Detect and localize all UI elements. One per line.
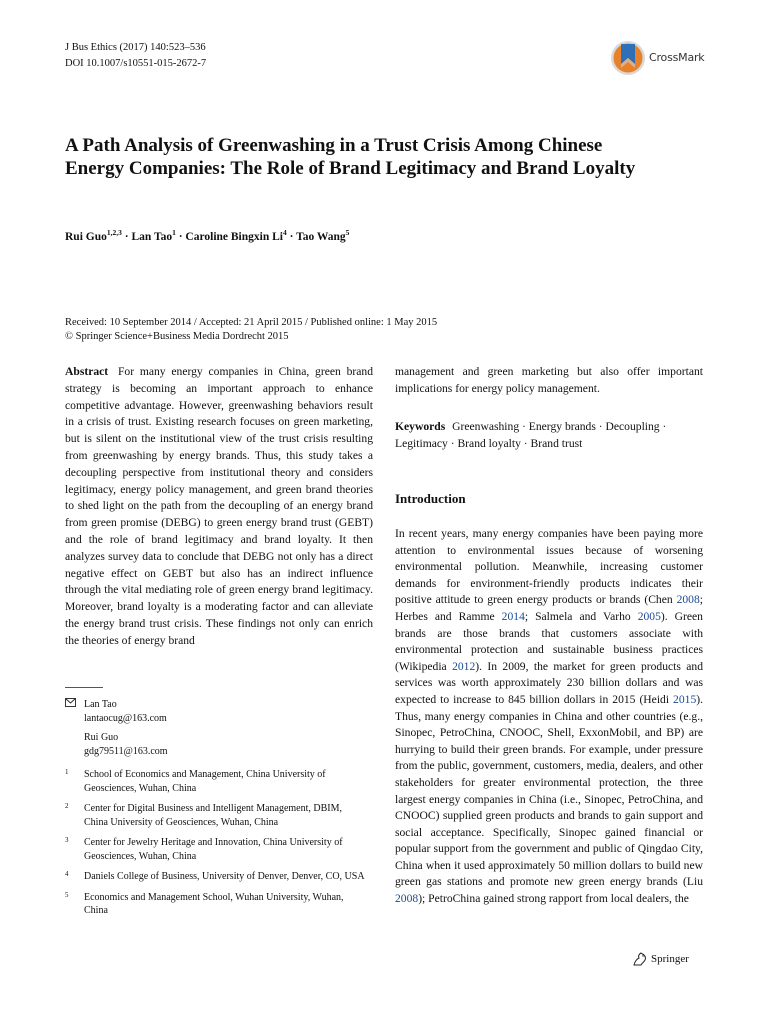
keywords-list: Greenwashing · Energy brands · Decoupling · Legitimacy · Brand loyalty · Brand trust [395, 420, 667, 450]
journal-meta [65, 40, 206, 71]
author-name[interactable]: Tao Wang [296, 230, 346, 243]
publisher-logo [632, 952, 689, 966]
citation-link[interactable]: 2012 [452, 659, 476, 673]
author-name[interactable]: Lan Tao [131, 230, 173, 243]
affiliation-number: 4 [65, 870, 69, 878]
correspondent-name: Rui Guo [84, 732, 119, 743]
citation-link[interactable]: 2008 [395, 892, 419, 906]
correspondent-email[interactable]: lantaocug@163.com [84, 712, 167, 724]
author-affil-sup: 1,2,3 [106, 228, 122, 237]
publisher-name: Springer [651, 953, 689, 965]
footnote-divider [65, 687, 103, 688]
intro-text-run: ). In 2009, the market for green products and services was worth approximately 230 billion dollars and was expected to increase to 845 billion dollars in 2015 (Heidi [395, 659, 703, 706]
affiliations [65, 768, 365, 925]
affiliation-text: Center for Digital Business and Intelligent Management, DBIM, China University of Geosciences, Wuhan, China [84, 803, 343, 828]
author-name[interactable]: Caroline Bingxin Li [185, 230, 283, 243]
keywords [395, 419, 703, 453]
author-name[interactable]: Rui Guo [65, 230, 107, 243]
abstract-continued-section [395, 364, 703, 398]
citation-link[interactable]: 2008 [676, 593, 700, 607]
correspondent-name: Lan Tao [84, 699, 117, 710]
correspondence-entry [65, 731, 373, 758]
publication-dates [65, 316, 437, 344]
keywords-label: Keywords [395, 420, 446, 433]
intro-text-run: ; Herbes and Ramme [395, 593, 703, 623]
springer-horse-icon [632, 952, 648, 966]
introduction-text [395, 526, 703, 908]
author-affil-sup: 4 [282, 228, 287, 237]
abstract-label: Abstract [65, 365, 109, 378]
journal-citation: J Bus Ethics (2017) 140:523–536 [65, 42, 206, 53]
affiliation-number: 5 [65, 890, 69, 899]
correspondence [65, 698, 373, 764]
author-list: Rui Guo$^{1,2,3}$ · Lan Tao$^1$ · Caroline Bingxin $Li^4$ · Tao Wang$^5$ [65, 228, 350, 243]
abstract-section [65, 364, 373, 650]
intro-text-run: ). Green brands are those brands that customers associate with environmental protection and sustainable business practices (Wikipedia [395, 609, 703, 673]
intro-text-run: ). Thus, many energy companies in China and other countries (e.g., Sinopec, PetroChina, CNOOC, Shell, ExxonMobil, and BP) are hurrying to build their green brands. For example, under pressure from the public, government, customers, media, dealers, and other stakeholders for greater environmental protection, the three largest energy companies in China (i.e., Sinopec, PetroChina, and CNOOC) supplied green products and brands to gain support and social acceptance. Specifically, Sinopec gained financial or popular support from the government and public of Qingdao City, China when it used approximately 50 million dollars to build new green gas stations and promote new green energy brands (Liu [395, 692, 703, 889]
author-affil-sup: 5 [345, 228, 350, 237]
affiliation-item [65, 802, 365, 829]
crossmark-badge[interactable] [610, 38, 706, 78]
doi[interactable]: DOI 10.1007/s10551-015-2672-7 [65, 57, 207, 69]
affiliation-text: Economics and Management School, Wuhan University, Wuhan, China [84, 891, 344, 916]
affiliation-number: 1 [65, 768, 69, 776]
affiliation-number: 3 [65, 836, 69, 844]
author-affil-sup: 1 [172, 228, 176, 237]
crossmark-icon [610, 38, 646, 78]
affiliation-text: School of Economics and Management, China University of Geosciences, Wuhan, China [84, 769, 326, 794]
article-title: A Path Analysis of Greenwashing in a Trust Crisis Among Chinese Energy Companies: The Role of Brand Legitimacy and Brand Loyalty [65, 135, 636, 179]
correspondence-entry [65, 698, 373, 725]
copyright-line: © Springer Science+Business Media Dordrecht 2015 [65, 331, 289, 342]
citation-link[interactable]: 2014 [501, 609, 525, 623]
affiliation-item [65, 768, 365, 795]
affiliation-item [65, 836, 365, 863]
correspondent-email[interactable]: gdg79511@163.com [84, 745, 168, 757]
citation-link[interactable]: 2005 [637, 609, 661, 623]
intro-text-run: ; Salmela and Varho [524, 609, 638, 623]
intro-text-run: ); PetroChina gained strong rapport from local dealers, the [418, 892, 689, 906]
abstract-text [65, 364, 373, 650]
abstract-continued: management and green marketing but also offer important implications for energy policy management. [395, 365, 703, 395]
introduction-heading: Introduction [395, 491, 466, 506]
dates-line: Received: 10 September 2014 / Accepted: 21 April 2015 / Published online: 1 May 2015 [65, 317, 438, 328]
citation-link[interactable]: 2015 [673, 692, 697, 706]
crossmark-label: CrossMark [649, 51, 705, 64]
affiliation-text: Center for Jewelry Heritage and Innovation, China University of Geosciences, Wuhan, China [84, 837, 343, 862]
affiliation-number: 2 [65, 802, 69, 810]
affiliation-item [65, 891, 365, 918]
envelope-icon [65, 698, 84, 712]
abstract-body: For many energy companies in China, green brand strategy is becoming an important approach to enhance competitive advantage. However, greenwashing behaviors result in a crisis of trust. Existing research focuses on green marketing, but is silent on the institutional view of the trust crisis resulting from greenwashing by energy brands. Thus, this study takes a decoupling perspective from institutional theory and considers legitimacy, energy policy management, and green brand theories to shed light on the path from the decoupling of an energy brand from green promise (DEBG) to green energy brand trust (GEBT) and the role of brand legitimacy and brand loyalty. It then analyzes survey data to conclude that DEBG not only has a direct negative effect on GEBT but also has an indirect influence through the vital mediating role of green energy brand legitimacy. Moreover, brand loyalty is a moderating factor and can alleviate the energy brand trust crisis. These findings not only can enrich the theories of energy brand [65, 365, 373, 647]
affiliation-text: Daniels College of Business, University of Denver, Denver, CO, USA [84, 871, 365, 882]
intro-text-run: In recent years, many energy companies have been paying more attention to environmental issues because of worsening environmental pollution. Meanwhile, increasing customer demands for environment-friendly products indicates their positive attitude to green energy products or brands (Chen [395, 527, 703, 607]
affiliation-item [65, 870, 365, 884]
